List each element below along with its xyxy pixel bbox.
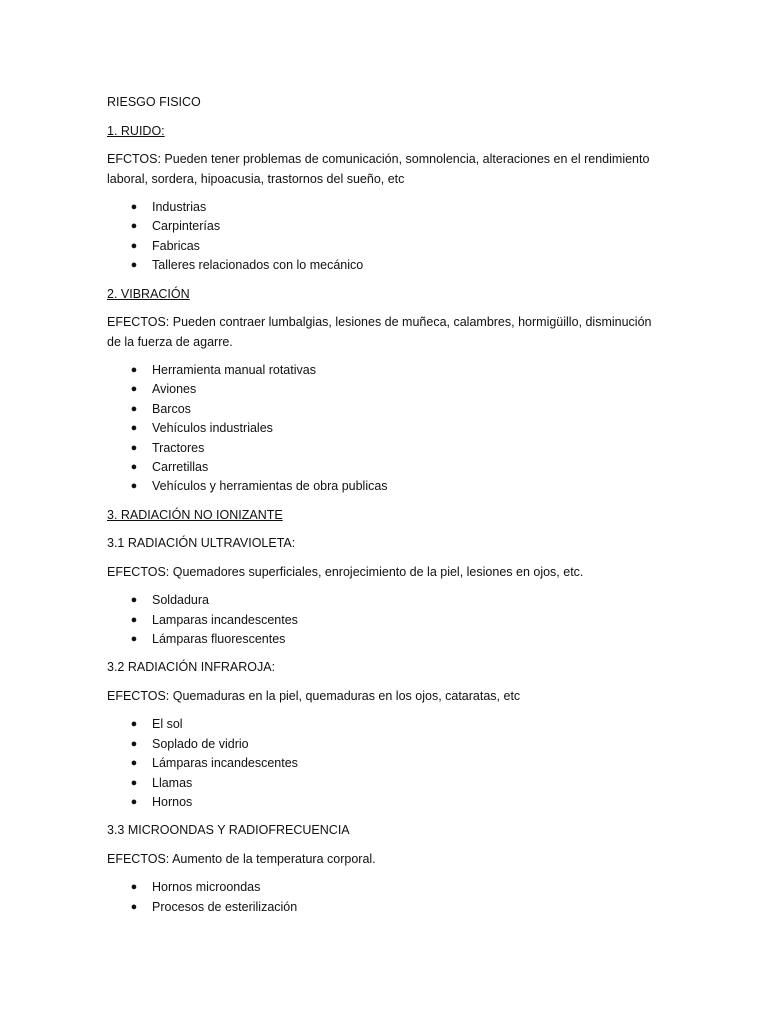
bullet-list-ultravioleta [107, 591, 667, 649]
section-effects-ruido: EFCTOS: Pueden tener problemas de comunicación, somnolencia, alteraciones en el rendimiento laboral, sordera, hipoacusia, trastornos del sueño, etc [107, 152, 650, 186]
bullet-icon: ● [130, 900, 138, 913]
list-item [107, 611, 667, 630]
bullet-icon: ● [130, 220, 138, 233]
bullet-icon: ● [130, 364, 138, 377]
bullet-icon: ● [130, 422, 138, 435]
list-item-text: Vehículos industriales [152, 421, 273, 436]
list-item-text: Soldadura [152, 593, 209, 608]
list-item-text: Barcos [152, 401, 191, 416]
document-body [107, 93, 667, 926]
section-heading-vibracion [107, 285, 667, 305]
list-item [107, 735, 667, 754]
list-item [107, 630, 667, 649]
list-item [107, 198, 667, 217]
bullet-icon: ● [130, 633, 138, 646]
bullet-list-vibracion [107, 361, 667, 497]
list-item [107, 419, 667, 438]
section-effects-ultravioleta: EFECTOS: Quemadores superficiales, enrojecimiento de la piel, lesiones en ojos, etc. [107, 564, 584, 579]
bullet-icon: ● [130, 383, 138, 396]
list-item-text: Vehículos y herramientas de obra publicas [152, 479, 388, 494]
bullet-icon: ● [130, 718, 138, 731]
bullet-list-infraroja [107, 715, 667, 812]
list-item-text: Hornos [152, 795, 193, 810]
list-item-text: Industrias [152, 200, 207, 214]
document-title: RIESGO FISICO [107, 95, 201, 109]
section-effects-vibracion: EFECTOS: Pueden contraer lumbalgias, lesiones de muñeca, calambres, hormigüillo, disminución de la fuerza de agarre. [107, 315, 652, 349]
list-item-text: Tractores [152, 440, 205, 455]
list-item [107, 458, 667, 477]
list-item [107, 591, 667, 610]
list-item [107, 380, 667, 399]
bullet-icon: ● [130, 480, 138, 493]
bullet-list-ruido [107, 198, 667, 276]
list-item-text: Hornos microondas [152, 880, 261, 895]
list-item [107, 217, 667, 236]
section-heading-microondas: 3.3 MICROONDAS Y RADIOFRECUENCIA [107, 823, 350, 838]
section-heading-infraroja: 3.2 RADIACIÓN INFRAROJA: [107, 660, 276, 675]
list-item-text: El sol [152, 717, 183, 732]
list-item-text: Lamparas incandescentes [152, 612, 298, 627]
list-item-text: Fabricas [152, 238, 200, 253]
bullet-icon: ● [130, 402, 138, 415]
bullet-icon: ● [130, 757, 138, 770]
list-item [107, 754, 667, 773]
section-heading-radiacion-no-ionizante [107, 506, 667, 526]
list-item [107, 256, 667, 275]
section-effects-infraroja: EFECTOS: Quemaduras en la piel, quemaduras en los ojos, cataratas, etc [107, 688, 521, 703]
list-item [107, 793, 667, 812]
bullet-icon: ● [130, 796, 138, 809]
section-effects-microondas: EFECTOS: Aumento de la temperatura corporal. [107, 851, 376, 866]
list-item [107, 898, 667, 917]
section-heading-ruido [107, 122, 667, 142]
section-heading-ultravioleta: 3.1 RADIACIÓN ULTRAVIOLETA: [107, 536, 296, 551]
list-item-text: Lámparas fluorescentes [152, 632, 286, 647]
list-item-text: Herramienta manual rotativas [152, 363, 316, 378]
bullet-icon: ● [130, 776, 138, 789]
bullet-icon: ● [130, 594, 138, 607]
list-item-text: Lámparas incandescentes [152, 756, 298, 771]
list-item [107, 439, 667, 458]
list-item [107, 715, 667, 734]
list-item-text: Soplado de vidrio [152, 736, 249, 751]
section-heading-text: 2. VIBRACIÓN [107, 286, 190, 301]
list-item [107, 878, 667, 897]
list-item [107, 477, 667, 496]
list-item [107, 361, 667, 380]
section-heading-text: 1. RUIDO: [107, 123, 165, 138]
list-item-text: Carretillas [152, 460, 209, 475]
list-item [107, 400, 667, 419]
bullet-icon: ● [130, 259, 138, 272]
list-item [107, 774, 667, 793]
bullet-icon: ● [130, 239, 138, 252]
list-item [107, 237, 667, 256]
bullet-list-microondas [107, 878, 667, 917]
bullet-icon: ● [130, 461, 138, 474]
bullet-icon: ● [130, 737, 138, 750]
bullet-icon: ● [130, 881, 138, 894]
list-item-text: Llamas [152, 775, 193, 790]
section-heading-text: 3. RADIACIÓN NO IONIZANTE [107, 507, 283, 522]
list-item-text: Aviones [152, 382, 197, 397]
list-item-text: Carpinterías [152, 219, 221, 234]
list-item-text: Talleres relacionados con lo mecánico [152, 258, 364, 273]
bullet-icon: ● [130, 201, 138, 213]
bullet-icon: ● [130, 613, 138, 626]
bullet-icon: ● [130, 441, 138, 454]
list-item-text: Procesos de esterilización [152, 899, 298, 914]
